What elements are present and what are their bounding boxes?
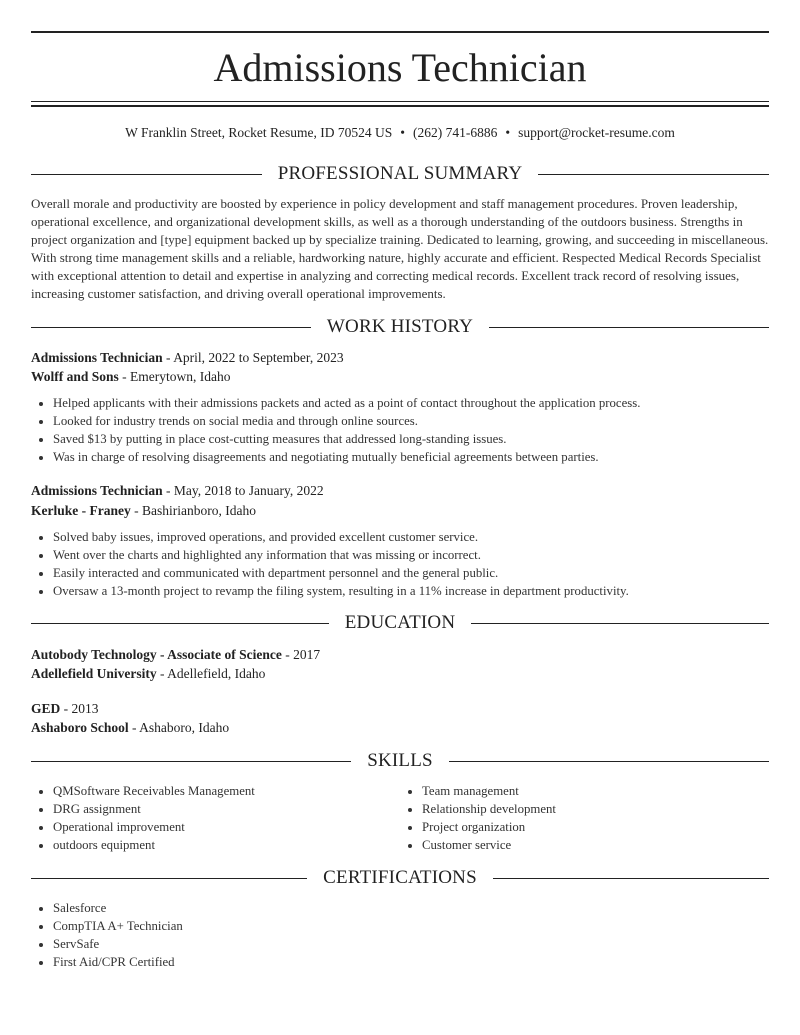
dash: - xyxy=(118,369,131,384)
divider xyxy=(31,174,262,175)
bullet-separator: • xyxy=(505,125,511,140)
section-title: SKILLS xyxy=(367,750,433,771)
company-line xyxy=(31,501,769,520)
job-entry xyxy=(31,481,769,600)
company-name: Kerluke - Franey xyxy=(31,503,131,518)
section-title: CERTIFICATIONS xyxy=(323,867,477,888)
list-item: • ServSafe xyxy=(53,935,769,953)
contact-line xyxy=(31,124,769,142)
certifications-block xyxy=(31,899,769,971)
dash: - xyxy=(162,350,174,365)
divider xyxy=(31,327,311,328)
job-bullets xyxy=(31,528,769,600)
dash: - xyxy=(156,666,168,681)
job-title-line xyxy=(31,481,769,500)
resume-title: Admissions Technician xyxy=(213,45,587,90)
dash: - xyxy=(130,503,142,518)
contact-address: W Franklin Street, Rocket Resume, ID 70524 US xyxy=(125,125,393,140)
list-item: • Was in charge of resolving disagreements and negotiating mutually beneficial agreements between parties. xyxy=(53,448,769,466)
list-item: • DRG assignment xyxy=(53,800,400,818)
list-item: • Customer service xyxy=(422,836,769,854)
divider xyxy=(31,623,329,624)
education-entry xyxy=(31,645,769,683)
divider xyxy=(31,878,307,879)
job-dates: April, 2022 to September, 2023 xyxy=(173,350,344,365)
divider xyxy=(471,623,769,624)
dash: - xyxy=(128,720,140,735)
list-item: • Relationship development xyxy=(422,800,769,818)
list-item: • Project organization xyxy=(422,818,769,836)
contact-phone: (262) 741-6886 xyxy=(412,125,498,140)
degree: GED xyxy=(31,701,61,716)
company-location: Bashirianboro, Idaho xyxy=(141,503,256,518)
divider xyxy=(538,174,769,175)
list-item: • Team management xyxy=(422,782,769,800)
company-name: Wolff and Sons xyxy=(31,369,119,384)
divider xyxy=(489,327,769,328)
contact-email: support@rocket-resume.com xyxy=(518,125,675,140)
dash: - xyxy=(60,701,72,716)
section-title: PROFESSIONAL SUMMARY xyxy=(277,163,523,184)
section-heading-summary xyxy=(31,162,769,186)
dash: - xyxy=(162,483,174,498)
school-line xyxy=(31,664,769,683)
list-item: • Salesforce xyxy=(53,899,769,917)
list-item: • Saved $13 by putting in place cost-cutting measures that addressed long-standing issues. xyxy=(53,430,769,448)
list-item: • Looked for industry trends on social media and through online sources. xyxy=(53,412,769,430)
section-heading-work xyxy=(31,315,769,339)
section-heading-skills xyxy=(31,749,769,773)
double-rule-thin xyxy=(31,101,769,102)
list-item: • Went over the charts and highlighted any information that was missing or incorrect. xyxy=(53,546,769,564)
divider xyxy=(31,761,351,762)
job-entry xyxy=(31,348,769,466)
school-line xyxy=(31,718,769,737)
skills-list-left xyxy=(31,782,400,854)
company-location: Emerytown, Idaho xyxy=(130,369,231,384)
section-title: WORK HISTORY xyxy=(326,316,474,337)
skills-list-right xyxy=(400,782,769,854)
school-location: Ashaboro, Idaho xyxy=(139,720,230,735)
section-title: EDUCATION xyxy=(344,612,456,633)
certifications-list xyxy=(31,899,769,971)
job-title: Admissions Technician xyxy=(31,483,163,498)
list-item: • Operational improvement xyxy=(53,818,400,836)
list-item: • Helped applicants with their admissions packets and acted as a point of contact throughout the application process. xyxy=(53,394,769,412)
bullet-separator: • xyxy=(400,125,405,140)
list-item: • CompTIA A+ Technician xyxy=(53,917,769,935)
double-rule-thick xyxy=(31,105,769,107)
degree: Autobody Technology - Associate of Science xyxy=(31,647,282,662)
job-bullets xyxy=(31,394,769,466)
education-entry xyxy=(31,699,769,737)
dash: - xyxy=(281,647,294,662)
list-item: • Oversaw a 13-month project to revamp the filing system, resulting in a 11% increase in department productivity. xyxy=(53,582,769,600)
school-name: Adellefield University xyxy=(31,666,157,681)
degree-year: 2013 xyxy=(71,701,99,716)
school-location: Adellefield, Idaho xyxy=(167,666,266,681)
list-item: • outdoors equipment xyxy=(53,836,400,854)
degree-line xyxy=(31,699,769,718)
degree-line xyxy=(31,645,769,664)
list-item: • First Aid/CPR Certified xyxy=(53,953,769,971)
job-title: Admissions Technician xyxy=(31,350,163,365)
top-rule xyxy=(31,31,769,33)
list-item: • Solved baby issues, improved operations, and provided excellent customer service. xyxy=(53,528,769,546)
school-name: Ashaboro School xyxy=(31,720,129,735)
skills-columns xyxy=(31,782,769,854)
job-dates: May, 2018 to January, 2022 xyxy=(173,483,324,498)
section-heading-education xyxy=(31,611,769,635)
degree-year: 2017 xyxy=(293,647,321,662)
company-line xyxy=(31,367,769,386)
divider xyxy=(449,761,769,762)
divider xyxy=(493,878,769,879)
section-heading-certifications xyxy=(31,866,769,890)
list-item: • Easily interacted and communicated with department personnel and the general public. xyxy=(53,564,769,582)
job-title-line xyxy=(31,348,769,367)
list-item: • QMSoftware Receivables Management xyxy=(53,782,400,800)
summary-text: Overall morale and productivity are boosted by experience in policy development and staff management procedures. Proven leadership, operational excellence, and organizational development skills, as well as a thorough understanding of the outdoors business. Strengths in project organization and [type] equipment backed up by specialize training. Dedicated to learning, growing, and succeeding in miscellaneous. With strong time management skills and a reliable, hardworking nature, highly accurate and efficient. Respected Medical Records Specialist with exceptional attention to detail and expertise in analyzing and correcting medical records. Excellent track record of resolving issues, increasing customer satisfaction, and driving overall operational improvements. xyxy=(31,196,769,301)
